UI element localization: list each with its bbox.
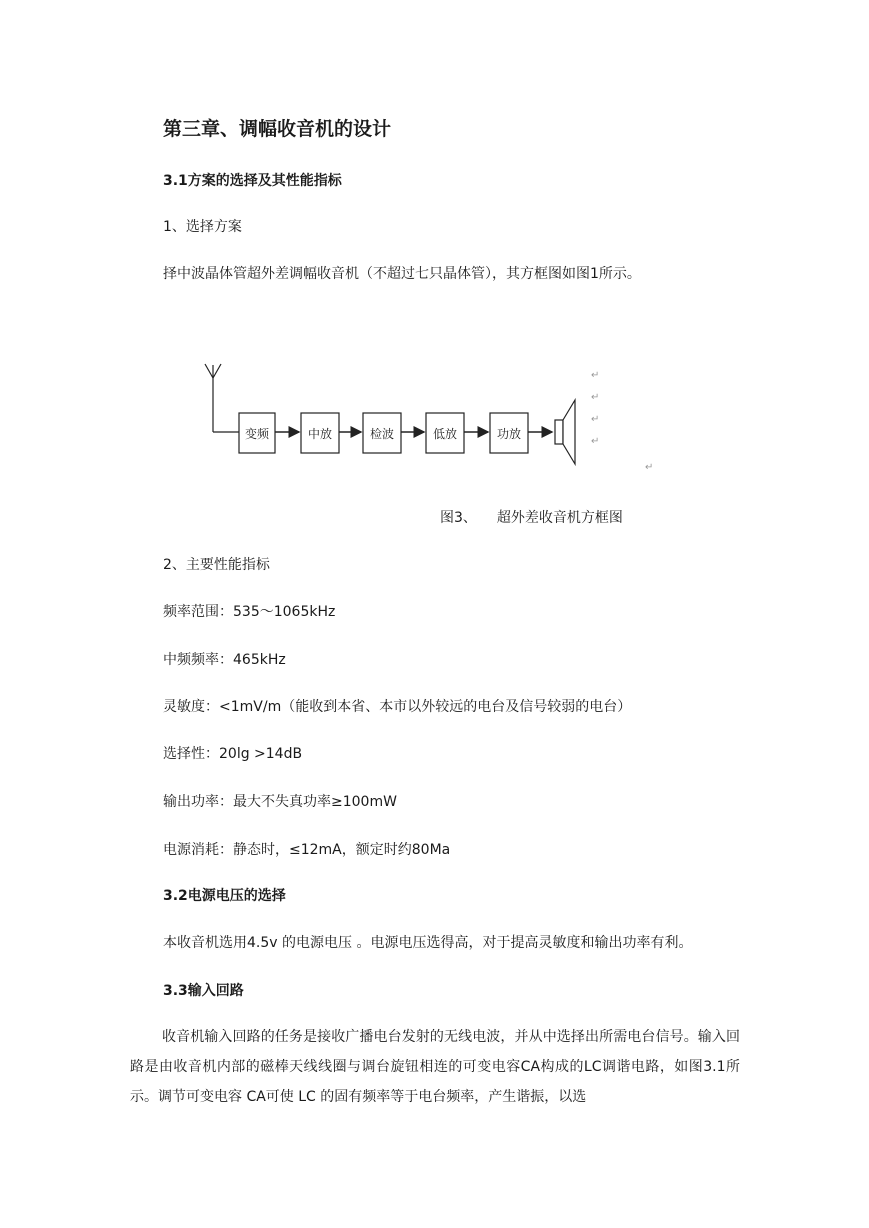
- svg-text:↵: ↵: [591, 370, 600, 381]
- block-detector-label: 检波: [369, 427, 395, 441]
- item1-text: 择中波晶体管超外差调幅收音机（不超过七只晶体管），其方框图如图1所示。: [163, 266, 641, 282]
- chapter-title: 第三章、调幅收音机的设计: [163, 118, 392, 140]
- spec-output-power: 输出功率：最大不失真功率≥100mW: [163, 794, 397, 810]
- block-power-amp: [490, 413, 528, 453]
- block-if-amp-label: 中放: [307, 427, 333, 441]
- spec-frequency-range: 频率范围：535～1065kHz: [163, 604, 336, 620]
- svg-text:↵: ↵: [591, 414, 600, 425]
- spec-selectivity: 选择性：20lg >14dB: [163, 746, 303, 762]
- item2-label: 2、主要性能指标: [163, 557, 270, 573]
- block-af-amp-label: 低放: [432, 427, 458, 441]
- section-3-3-text: 收音机输入回路的任务是接收广播电台发射的无线电波，并从中选择出所需电台信号。输入回路是由收音机内部的磁棒天线线圈与调台旋钮相连的可变电容CA构成的LC调谐电路，如图3.1所示。调节可变电容 CA可使 LC 的固有频率等于电台频率，产生谐振，以选: [130, 1029, 740, 1105]
- item1-label: 1、选择方案: [163, 219, 242, 235]
- block-power-amp-label: 功放: [496, 427, 522, 441]
- block-if-amp: [301, 413, 339, 453]
- block-detector: [363, 413, 401, 453]
- section-3-2-text: 本收音机选用4.5v 的电源电压 。电源电压选得高，对于提高灵敏度和输出功率有利。: [163, 935, 693, 951]
- figure-caption-title: 超外差收音机方框图: [496, 510, 623, 526]
- spec-power-consumption: 电源消耗：静态时，≤12mA，额定时约80Ma: [163, 842, 451, 858]
- antenna-icon: [205, 364, 239, 432]
- block-af-amp: [426, 413, 464, 453]
- spec-if-frequency: 中频频率：465kHz: [163, 652, 286, 668]
- speaker-icon: [555, 400, 575, 464]
- block-mixer: [239, 413, 275, 453]
- section-3-2-heading: 3.2电源电压的选择: [163, 888, 286, 904]
- section-3-3-heading: 3.3输入回路: [163, 983, 244, 999]
- block-mixer-label: 变频: [244, 427, 270, 441]
- section-3-1-heading: 3.1方案的选择及其性能指标: [163, 173, 342, 189]
- figure-caption: [440, 508, 623, 528]
- svg-text:↵: ↵: [591, 436, 600, 447]
- block-diagram: [195, 350, 685, 480]
- spec-sensitivity: 灵敏度：<1mV/m（能收到本省、本市以外较远的电台及信号较弱的电台）: [163, 699, 632, 715]
- figure-caption-number: 图3、: [440, 510, 477, 526]
- svg-text:↵: ↵: [591, 392, 600, 403]
- svg-text:↵: ↵: [645, 462, 654, 473]
- paragraph-marks: [591, 370, 653, 473]
